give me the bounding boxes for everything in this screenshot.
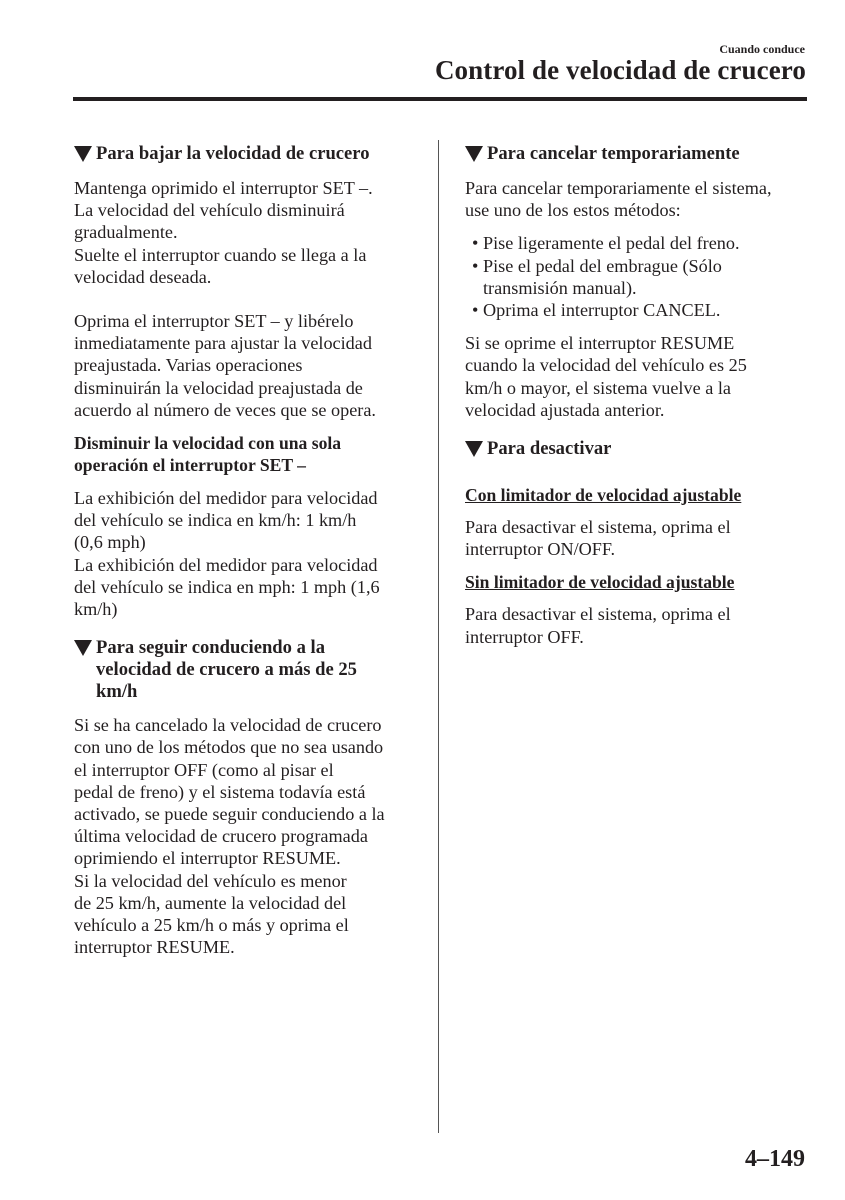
paragraph-desactivar-off	[465, 603, 805, 647]
text-line: Pise ligeramente el pedal del freno.	[483, 233, 740, 254]
heading-seguir-conduciendo	[74, 637, 419, 703]
heading-desactivar	[465, 438, 805, 460]
triangle-down-icon	[74, 640, 92, 656]
triangle-down-icon	[465, 441, 483, 457]
text-line: Mantenga oprimido el interruptor SET –.	[74, 178, 373, 198]
text-line: Para cancelar temporariamente el sistema,	[465, 178, 772, 198]
header-section-label: Cuando conduce	[719, 42, 805, 56]
text-line: Oprima el interruptor SET – y libérelo	[74, 311, 354, 332]
text-line: Pise el pedal del embrague (Sólo	[483, 255, 722, 276]
text-line: del vehículo se indica en mph: 1 mph (1,6	[74, 576, 380, 597]
text-line: gradualmente.	[74, 222, 178, 243]
text-line: disminuirán la velocidad preajustada de	[74, 377, 363, 398]
heading-bajar-velocidad	[74, 143, 419, 165]
text-line: Para desactivar el sistema, oprima el	[465, 604, 731, 625]
text-line: inmediatamente para ajustar la velocidad	[74, 333, 372, 354]
text-line: pedal de freno) y el sistema todavía está	[74, 781, 366, 802]
bullet-icon: •	[472, 233, 479, 254]
page-number: 4–149	[745, 1146, 805, 1172]
text-line: oprimiendo el interruptor RESUME.	[74, 848, 341, 869]
text-line: interruptor RESUME.	[74, 937, 235, 958]
list-item	[465, 232, 805, 254]
text-line: km/h)	[74, 599, 118, 620]
text-line: interruptor OFF.	[465, 626, 584, 647]
paragraph-si-se-ha-cancelado	[74, 714, 419, 958]
text-line: Si se ha cancelado la velocidad de crucero	[74, 715, 382, 736]
heading-cancelar-temporariamente	[465, 143, 805, 165]
text-line: preajustada. Varias operaciones	[74, 355, 303, 376]
text-line: velocidad ajustada anterior.	[465, 399, 665, 420]
page-title: Control de velocidad de crucero	[434, 55, 806, 85]
text-line: vehículo a 25 km/h o más y oprima el	[74, 915, 349, 936]
text-line: el interruptor OFF (como al pisar el	[74, 759, 334, 780]
text-line: Disminuir la velocidad con una sola	[74, 433, 342, 454]
text-line: km/h o mayor, el sistema vuelve a la	[465, 377, 731, 398]
column-divider	[438, 140, 439, 1133]
paragraph-para-cancelar	[465, 177, 805, 221]
text-line: use uno de los estos métodos:	[465, 200, 681, 221]
heading-text: Para bajar la velocidad de crucero	[96, 143, 370, 164]
heading-text: Para seguir conduciendo a la	[96, 637, 325, 659]
text-line: Para desactivar el sistema, oprima el	[465, 517, 731, 538]
text-line: (0,6 mph)	[74, 532, 146, 553]
text-line: La exhibición del medidor para velocidad	[74, 488, 378, 509]
header-rule	[73, 97, 807, 101]
right-column	[465, 143, 805, 648]
text-line: del vehículo se indica en km/h: 1 km/h	[74, 510, 357, 531]
text-line: velocidad deseada.	[74, 266, 212, 287]
heading-text: km/h	[96, 681, 138, 703]
text-line: Si se oprime el interruptor RESUME	[465, 333, 735, 354]
text-line: Si la velocidad del vehículo es menor	[74, 870, 347, 891]
triangle-down-icon	[465, 146, 483, 162]
text-line: de 25 km/h, aumente la velocidad del	[74, 892, 347, 913]
text-line: Oprima el interruptor CANCEL.	[483, 300, 721, 321]
list-item	[465, 255, 805, 299]
heading-text: Para cancelar temporariamente	[487, 143, 740, 164]
text-line: transmisión manual).	[483, 277, 637, 298]
text-line: cuando la velocidad del vehículo es 25	[465, 355, 747, 376]
bullet-list	[465, 232, 805, 321]
text-line: con uno de los métodos que no sea usando	[74, 737, 384, 758]
subheading-disminuir	[74, 432, 419, 476]
text-line: Suelte el interruptor cuando se llega a la	[74, 244, 367, 265]
text-line: activado, se puede seguir conduciendo a la	[74, 804, 385, 825]
text-line: última velocidad de crucero programada	[74, 826, 368, 847]
left-column	[74, 143, 419, 958]
bullet-icon: •	[472, 255, 479, 276]
bullet-icon: •	[472, 300, 479, 321]
paragraph-si-se-oprime	[465, 332, 805, 421]
text-line: La exhibición del medidor para velocidad	[74, 554, 378, 575]
text-line: acuerdo al número de veces que se opera.	[74, 399, 376, 420]
heading-text: velocidad de crucero a más de 25	[96, 659, 357, 681]
paragraph-oprima-set	[74, 310, 419, 421]
text-line: La velocidad del vehículo disminuirá	[74, 200, 345, 221]
subheading-con-limitador: Con limitador de velocidad ajustable	[465, 485, 742, 506]
text-line: operación el interruptor SET –	[74, 455, 306, 476]
list-item	[465, 299, 805, 321]
paragraph-desactivar-onoff	[465, 516, 805, 560]
paragraph-mantenga	[74, 177, 419, 288]
paragraph-exhibicion	[74, 487, 419, 620]
heading-text: Para desactivar	[487, 438, 612, 460]
subheading-sin-limitador: Sin limitador de velocidad ajustable	[465, 572, 735, 593]
triangle-down-icon	[74, 146, 92, 162]
text-line: interruptor ON/OFF.	[465, 539, 616, 560]
